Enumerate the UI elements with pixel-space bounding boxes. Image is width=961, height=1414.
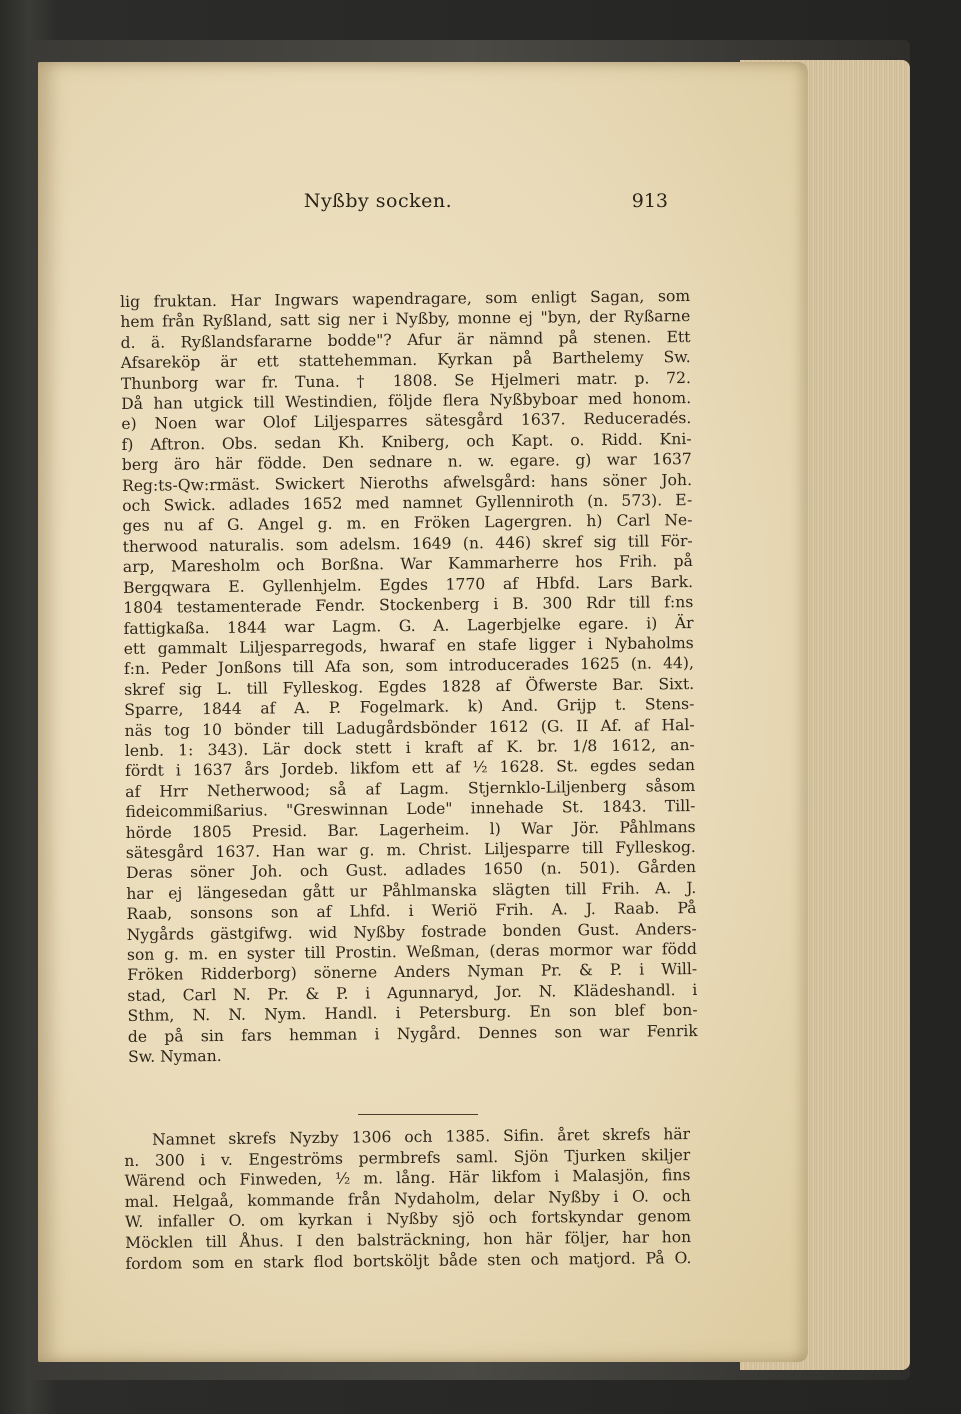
text-line: Afsareköp är ett stattehemman. Kyrkan på Barthelemy Sw. <box>120 348 691 373</box>
text-line: stad, Carl N. Pr. & P. i Agunnaryd, Jor. N. Klädeshandl. i <box>127 980 698 1005</box>
text-line: af Hrr Netherwood; så af Lagm. Stjernklo-Liljenberg såsom <box>125 776 696 801</box>
text-line: Fröken Ridderborg) sönerne Anders Nyman Pr. & P. i Will- <box>127 960 698 985</box>
book-page <box>38 62 808 1362</box>
text-line: Sthm, N. N. Nym. Handl. i Petersburg. En son blef bon- <box>127 1001 698 1026</box>
text-line: sätesgård 1637. Han war g. m. Christ. Liljesparre till Fylleskog. <box>125 837 696 862</box>
text-line: Deras söner Joh. och Gust. adlades 1650 (n. 501). Gården <box>125 858 697 883</box>
text-line: har ej längesedan gått ur Påhlmanska slägten till Frih. A. J. <box>126 878 697 903</box>
text-line: 1804 testamenterade Fendr. Stockenberg i B. 300 Rdr till f:ns <box>123 593 694 618</box>
text-line: arp, Maresholm och Borßna. War Kammarherre hos Frih. på <box>122 552 693 577</box>
text-line: ett gammalt Liljesparregods, hwaraf en stafe ligger i Nybaholms <box>123 633 694 658</box>
text-line: Raab, sonsons son af Lhfd. i Weriö Frih. A. J. Raab. På <box>126 899 697 924</box>
text-line: och Swick. adlades 1652 med namnet Gyllenniroth (n. 573). E- <box>122 491 693 516</box>
text-line: n. 300 i v. Engeströms permbrefs saml. Sjön Tjurken skiljer <box>124 1145 691 1170</box>
text-line: W. infaller O. om kyrkan i Nyßby sjö och fortskyndar genom <box>124 1207 692 1232</box>
text-line: d. ä. Ryßlandsfararne bodde"? Afur är nämnd på stenen. Ett <box>120 327 691 352</box>
text-line: f) Aftron. Obs. sedan Kh. Kniberg, och Kapt. o. Ridd. Kni- <box>121 429 692 454</box>
text-line: näs tog 10 bönder till Ladugårdsbönder 1612 (G. II Af. af Hal- <box>124 715 695 740</box>
text-line: therwood naturalis. som adelsm. 1649 (n. 446) skref sig till För- <box>122 531 693 556</box>
text-line: fideicommißarius. "Greswinnan Lode" innehade St. 1843. Till- <box>125 797 696 822</box>
text-line: skref sig L. till Fylleskog. Egdes 1828 af Öfwerste Bar. Sixt. <box>124 674 695 699</box>
text-line: fattigkaßa. 1844 war Lagm. G. A. Lagerbjelke egare. i) Är <box>123 613 694 638</box>
text-line: berg äro här födde. Den sednare n. w. egare. g) war 1637 <box>121 450 692 475</box>
text-line: Sparre, 1844 af A. P. Fogelmark. k) And. Grijp t. Stens- <box>124 695 695 720</box>
text-line: ges nu af G. Angel g. m. en Fröken Lagergren. h) Carl Ne- <box>122 511 693 536</box>
text-line: hörde 1805 Presid. Bar. Lagerheim. l) War Jör. Påhlmans <box>125 817 696 842</box>
text-line: Nygårds gästgifwg. wid Nyßby fostrade bonden Gust. Anders- <box>126 919 697 944</box>
text-line: Wärend och Finweden, ½ m. lång. Här likfom i Malasjön, fins <box>124 1166 691 1191</box>
text-line: Bergqwara E. Gyllenhjelm. Egdes 1770 af Hbfd. Lars Bark. <box>123 572 694 597</box>
text-line: Sw. Nyman. <box>127 1047 222 1066</box>
text-line: e) Noen war Olof Liljesparres sätesgård 1637. Reduceradés. <box>121 409 692 434</box>
text-line: lig fruktan. Har Ingwars wapendragare, som enligt Sagan, som <box>120 287 691 311</box>
main-text-block <box>120 286 698 1067</box>
text-line: f:n. Peder Jonßons till Afa son, som introducerades 1625 (n. 44), <box>123 654 695 679</box>
text-line: Namnet skrefs Nyzby 1306 och 1385. Sifin. året skrefs här <box>152 1125 691 1149</box>
text-line: lenb. 1: 343). Lär dock stett i kraft af K. br. 1/8 1612, an- <box>124 735 695 760</box>
second-paragraph <box>124 1124 691 1274</box>
text-line: fordom som en stark flod bortsköljt både sten och matjord. På O. <box>125 1248 692 1273</box>
text-line: son g. m. en syster till Prostin. Weßman, (deras mormor war född <box>126 939 698 964</box>
running-head: Nyßby socken. <box>303 190 453 212</box>
page-header <box>88 190 668 216</box>
text-line: mal. Helgaå, kommande från Nydaholm, delar Nyßby i O. och <box>124 1186 691 1211</box>
section-divider <box>358 1114 478 1115</box>
text-line: de på sin fars hemman i Nygård. Dennes son war Fenrik <box>127 1021 698 1046</box>
page-number: 913 <box>631 190 668 212</box>
text-line: hem från Ryßland, satt sig ner i Nyßby, monne ej "byn, der Ryßarne <box>120 307 691 332</box>
text-line: Möcklen till Åhus. I den balsträckning, hon här följer, har hon <box>125 1228 692 1252</box>
text-line: Reg:ts-Qw:rmäst. Swickert Nieroths afwelsgård: hans söner Joh. <box>121 470 693 495</box>
text-line: fördt i 1637 års Jordeb. likfom ett af ½ 1628. St. egdes sedan <box>124 756 696 781</box>
text-line: Thunborg war fr. Tuna. † 1808. Se Hjelmeri matr. p. 72. <box>120 368 692 393</box>
text-line: Då han utgick till Westindien, följde flera Nyßbyboar med honom. <box>121 389 692 414</box>
